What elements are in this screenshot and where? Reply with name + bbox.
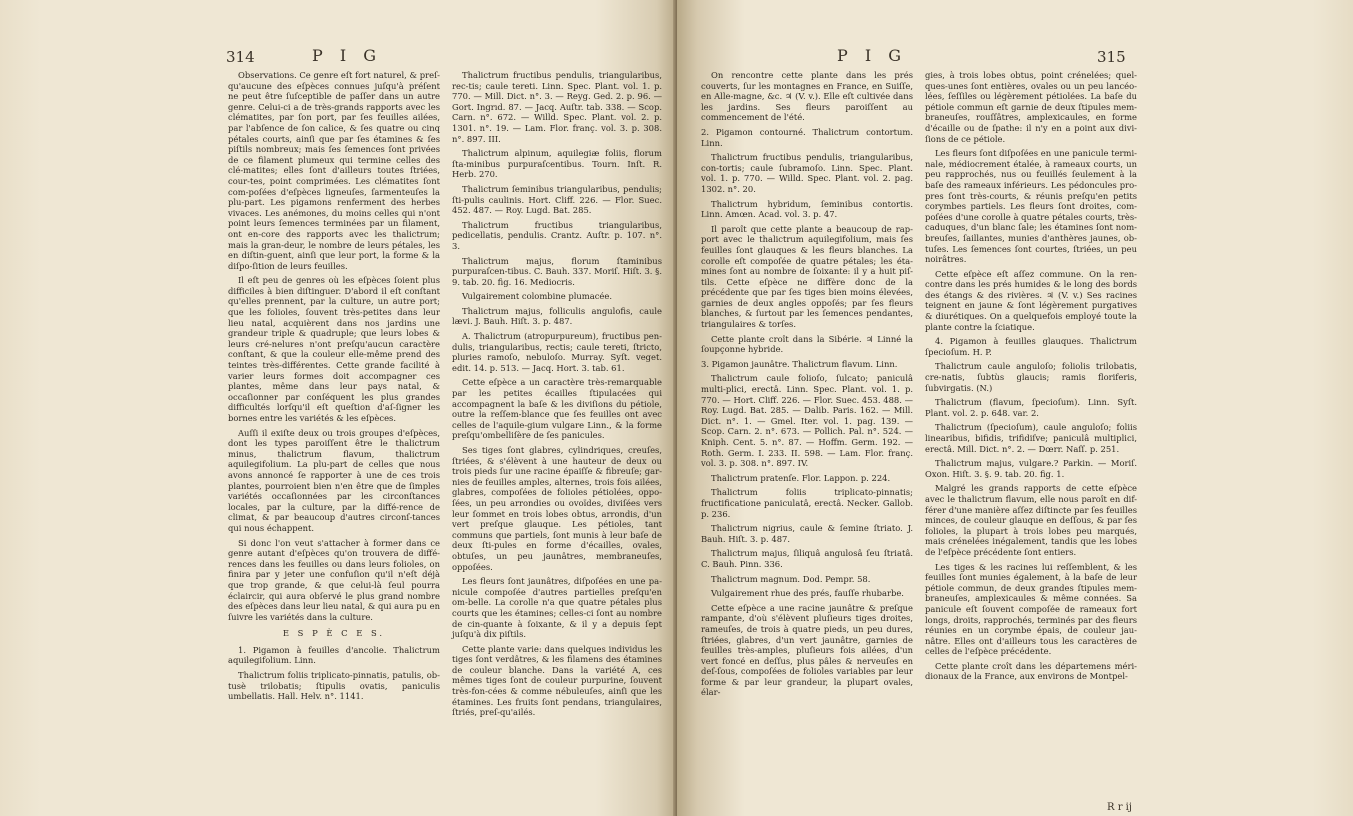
paragraph: Thalictrum caule anguloſo; foliolis trilobatis, cre-natis, ſubtùs glaucis; ramis floriferis, ſubvirgatis. (N.) — [925, 361, 1137, 393]
paragraph: Ses tiges ſont glabres, cylindriques, creuſes, ſtriées, & s'élèvent à une hauteur de deux ou trois pieds ſur une racine épaiſſe & fibreuſe; gar-nies de feuilles amples, alternes, trois fois ailées, glabres, compoſées de folioles pétiolées, oppo-ſées, un peu arrondies ou ovoïdes, diviſées vers leur ſommet en trois lobes obtus, arrondis, d'un vert preſque glauque. Les pétioles, tant communs que partiels, ſont munis à leur baſe de deux ſti-pules en forme d'écailles, ovales, obtuſes, un peu jaunâtres, membraneuſes, oppoſées. — [452, 445, 662, 572]
paragraph: Cette eſpèce a un caractère très-remarquable par les petites écailles ſtipulacées qui accompagnent la baſe & les diviſions du pétiole, outre la reſſem-blance que ſes feuilles ont avec celles de l'aquile-gium vulgare Linn., & la forme preſqu'ombelliſère de ſes panicules. — [452, 377, 662, 441]
paragraph: Thalictrum pratenſe. Flor. Lappon. p. 224. — [711, 472, 891, 483]
paragraph: Thalictrum caule folioſo, ſulcato; paniculâ multi-plici, erectâ. Linn. Spec. Plant. vol. 1. p. 770. — Hort. Cliff. 226. — Flor. Suec. 453. 488. — Roy. Lugd. Bat. 285. — Dalib. Paris. 162. — Mill. Dict. n°. 1. — Gmel. Iter. vol. 1. pag. 139. — Scop. Carn. 2. n°. 673. — Pollich. Pal. n°. 524. — Kniph. Cent. 5. n°. 87. — Hoffm. Germ. 192. — Roth. Germ. I. 233. II. 598. — Lam. Flor. franç. vol. 3. p. 308. n°. 897. IV. — [701, 373, 913, 469]
paragraph: Cette eſpèce eſt aſſez commune. On la ren-contre dans les prés humides & le long des bords des étangs & des rivières. ♃ (V. v.) Ses racines teignent en jaune & ſont légèrement purgatives & diurétiques. On a quelquefois employé toute la plante contre la ſciatique. — [925, 268, 1137, 332]
paragraph: Thalictrum (ſpecioſum), caule anguloſo; foliis linearibus, bifidis, trifidiſve; paniculâ multiplici, erectâ. Mill. Dict. n°. 2. — Dœrr. Naſſ. p. 251. — [925, 422, 1137, 454]
paragraph: Vulgairement rhue des prés, fauſſe rhubarbe. — [711, 588, 904, 599]
paragraph: Thalictrum foliis triplicato-pinnatis, patulis, ob-tusè trilobatis; ſtipulis ovatis, paniculis umbellatis. Hall. Helv. n°. 1141. — [228, 670, 440, 702]
paragraph: Les fleurs ſont jaunâtres, diſpoſées en une pa-nicule compoſée d'autres partielles preſqu'en om-belle. La corolle n'a que quatre pétales plus courts que les étamines; celles-ci ſont au nombre de cin-quante à ſoixante, & il y a depuis ſept juſqu'à dix piſtils. — [452, 576, 662, 640]
paragraph: Thalictrum majus, vulgare.? Parkin. — Moriſ. Oxon. Hiſt. 3. §. 9. tab. 20. fig. 1. — [925, 458, 1137, 479]
paragraph: Vulgairement colombine plumacée. — [462, 291, 612, 302]
paragraph: 1. Pigamon à feuilles d'ancolie. Thalictrum aquilegifolium. Linn. — [228, 644, 440, 666]
paragraph: Cette plante croît dans la Sibérie. ♃ Linné la ſoupçonne hybride. — [701, 333, 913, 355]
paragraph: Si donc l'on veut s'attacher à former dans ce genre autant d'eſpèces qu'on trouvera de diffé-rences dans les feuilles ou dans leurs folioles, on finira par y jeter une confuſion qu'il n'eſt déjà que trop grande, & que celui-là ſeul pourra éclaircir, qui aura obſervé le plus grand nombre des eſpèces dans leur lieu natal, & qui aura pu en ſuivre les variétés dans la culture. — [228, 537, 440, 622]
right-column-2 — [925, 70, 1137, 686]
paragraph: Malgré les grands rapports de cette eſpèce avec le thalictrum flavum, elle nous paroît en dif-férer d'une manière aſſez diſtincte par ſes feuilles minces, de couleur glauque en deſſous, & par ſes folioles, la plupart à trois lobes peu marqués, mais crénelées inégalement, tandis que les lobes de l'eſpèce précédente ſont entiers. — [925, 483, 1137, 557]
paragraph: Thalictrum (flavum, ſpecioſum). Linn. Syſt. Plant. vol. 2. p. 648. var. 2. — [925, 397, 1137, 418]
signature-mark: R r ij — [1107, 802, 1132, 813]
right-page — [677, 0, 1353, 816]
paragraph: 4. Pigamon à feuilles glauques. Thalictrum ſpecioſum. H. P. — [925, 336, 1137, 357]
paragraph: gies, à trois lobes obtus, point crénelées; quel-ques-unes ſont entières, ovales ou un peu lancéo-lées, ſeſſiles ou légèrement pétiolées. La baſe du pétiole commun eſt garnie de deux ſtipules mem-braneuſes, rouſſâtres, amplexicaules, en forme d'écaille ou de ſpathe: il n'y en a point aux divi-ſions de ce pétiole. — [925, 70, 1137, 144]
right-running-header: P I G — [837, 46, 908, 65]
paragraph: Cette plante croît dans les départemens méri-dionaux de la France, aux environs de Montpel- — [925, 660, 1137, 682]
paragraph: A. Thalictrum (atropurpureum), fructibus pen-dulis, triangularibus, rectis; caule tereti, ſtricto, pluries ramoſo, nebuloſo. Murray. Syſt. veget. edit. 14. p. 513. — Jacq. Hort. 3. tab. 61. — [452, 331, 662, 373]
species-heading: E S P È C E S. — [282, 628, 386, 639]
paragraph: Thalictrum fructibus triangularibus, pedicellatis, pendulis. Crantz. Auſtr. p. 107. n°. 3. — [452, 219, 662, 251]
paragraph: Il eſt peu de genres où les eſpèces ſoient plus difficiles à bien diſtinguer. D'abord il eſt conſtant qu'elles prennent, par la culture, un autre port; que les folioles, ſouvent très-petites dans leur lieu natal, acquièrent dans nos jardins une grandeur triple & quadruple; que leurs lobes & leurs cré-nelures n'ont preſqu'aucun caractère conſtant, & que la couleur elle-même prend des teintes très-différentes. Cette grande facilité à varier leurs formes doit accompagner ces plantes, même dans leur pays natal, & occaſionner par conſéquent les plus grandes difficultés lorſqu'il eſt queſtion d'aſ-ſigner les bornes entre les variétés & les eſpèces. — [228, 275, 440, 423]
paragraph: Thalictrum majus, ſiliquâ angulosâ ſeu ſtriatâ. C. Bauh. Pinn. 336. — [701, 548, 913, 569]
left-column-2 — [452, 70, 662, 722]
right-page-number: 315 — [1097, 48, 1126, 66]
paragraph: Thalictrum hybridum, ſeminibus contortis. Linn. Amœn. Acad. vol. 3. p. 47. — [701, 198, 913, 220]
paragraph: Thalictrum ſeminibus triangularibus, pendulis; ſti-pulis caulinis. Hort. Cliff. 226. — Flor. Suec. 452. 487. — Roy. Lugd. Bat. 285. — [452, 183, 662, 216]
paragraph: Les fleurs ſont diſpoſées en une panicule termi-nale, médiocrement étalée, à rameaux courts, un peu rapprochés, nus ou feuillés ſeulement à la baſe des rameaux inférieurs. Les pédoncules pro-pres ſont très-courts, & réunis preſqu'en petits corymbes partiels. Les fleurs ſont droites, com-poſées d'une corolle à quatre pétales courts, très-caduques, d'un blanc ſale; les étamines ſont nom-breuſes, ſaillantes, munies d'anthères jaunes, ob-tuſes. Les ſemences ſont courtes, ſtriées, un peu noirâtres. — [925, 148, 1137, 265]
paragraph: Thalictrum foliis triplicato-pinnatis; fructificatione paniculatâ, erectâ. Necker. Gallob. p. 236. — [701, 487, 913, 519]
paragraph: Thalictrum fructibus pendulis, triangularibus, con-tortis; caule ſubramoſo. Linn. Spec. Plant. vol. 1. p. 770. — Willd. Spec. Plant. vol. 2. pag. 1302. n°. 20. — [701, 152, 913, 194]
left-page-number: 314 — [226, 48, 255, 66]
paragraph: 2. Pigamon contourné. Thalictrum contortum. Linn. — [701, 126, 913, 148]
paragraph: 3. Pigamon jaunâtre. Thalictrum flavum. Linn. — [701, 358, 898, 369]
paragraph: Cette plante varie: dans quelques individus les tiges ſont verdâtres, & les filamens des étamines de couleur blanche. Dans la variété A, ces mêmes tiges ſont de couleur purpurine, ſouvent très-fon-cées & comme nébuleuſes, ainſi que les étamines. Les fruits ſont pendans, triangulaires, ſtriés, preſ-qu'ailés. — [452, 643, 662, 718]
paragraph: Les tiges & les racines lui reſſemblent, & les feuilles ſont munies également, à la baſe de leur pétiole commun, de deux grandes ſtipules mem-braneuſes, amplexicaules & même connées. Sa panicule eſt ſouvent compoſée de rameaux fort longs, droits, rapprochés, terminés par des fleurs réunies en un corymbe épais, de couleur jau-nâtre. Elles ont d'ailleurs tous les caractères de celles de l'eſpèce précédente. — [925, 561, 1137, 657]
paragraph: Thalictrum nigrius, caule & ſemine ſtriato. J. Bauh. Hiſt. 3. p. 487. — [701, 523, 913, 544]
paragraph: Il paroît que cette plante a beaucoup de rap-port avec le thalictrum aquilegifolium, mais ſes feuilles ſont glauques & les fleurs blanches. La corolle eſt compoſée de quatre pétales; les éta-mines ſont au nombre de ſoixante: il y a huit piſ-tils. Cette eſpèce ne diffère donc de la précédente que par ſes tiges bien moins élevées, garnies de deux angles oppoſés; par ſes fleurs blanches, & ſurtout par les ſemences pendantes, triangulaires & torſes. — [701, 223, 913, 330]
paragraph: Thalictrum fructibus pendulis, triangularibus, rec-tis; caule tereti. Linn. Spec. Plant. vol. 1. p. 770. — Mill. Dict. n°. 3. — Reyg. Ged. 2. p. 96. — Gort. Ingrıd. 87. — Jacq. Auſtr. tab. 338. — Scop. Carn. n°. 672. — Willd. Spec. Plant. vol. 2. p. 1301. n°. 19. — Lam. Flor. franç. vol. 3. p. 308. n°. 897. III. — [452, 70, 662, 144]
left-column-1 — [228, 70, 440, 706]
paragraph: Thalictrum majus, florum ſtaminibus purpuraſcen-tibus. C. Bauh. 337. Moriſ. Hiſt. 3. §. 9. tab. 20. fig. 16. Mediocris. — [452, 255, 662, 287]
paragraph: Thalictrum magnum. Dod. Pempr. 58. — [711, 573, 871, 584]
paragraph: On rencontre cette plante dans les prés couverts, ſur les montagnes en France, en Suiſſe, en Alle-magne, &c. ♃ (V. v.). Elle eſt cultivée dans les jardins. Ses fleurs paroiſſent au commencement de l'été. — [701, 70, 913, 123]
paragraph: Thalictrum majus, folliculis angulofis, caule lævi. J. Bauh. Hiſt. 3. p. 487. — [452, 305, 662, 327]
paragraph: Auſſi il exiſte deux ou trois groupes d'eſpèces, dont les types paroiſſent être le thalictrum minus, thalictrum flavum, thalictrum aquilegifolium. La plu-part de celles que nous avons annoncé ſe rapporter à une de ces trois plantes, pourroient bien n'en être que de ſimples variétés occaſionnées par les circonſtances locales, par la culture, par la diffé-rence de climat, & par beaucoup d'autres circonſ-tances qui nous échappent. — [228, 427, 440, 533]
paragraph: Cette eſpèce a une racine jaunâtre & preſque rampante, d'où s'élèvent pluſieurs tiges droites, rameuſes, de trois à quatre pieds, un peu dures, ſtriées, glabres, d'un vert jaunâtre, garnies de feuilles très-amples, pluſieurs fois ailées, d'un vert foncé en deſſus, plus pâles & nerveuſes en deſ-ſous, compoſées de folioles variables par leur forme & par leur grandeur, la plupart ovales, élar- — [701, 602, 913, 698]
left-running-header: P I G — [312, 46, 383, 65]
paragraph: Thalictrum alpinum, aquilegiæ foliis, florum ſta-minibus purpuraſcentibus. Tourn. Inſt. R. Herb. 270. — [452, 148, 662, 180]
paragraph: Observations. Ce genre eſt fort naturel, & preſ-qu'aucune des eſpèces connues juſqu'à préſent ne peut être ſuſceptible de paſſer dans un autre genre. Celui-ci a de très-grands rapports avec les clématites, par ſon port, par ſes feuilles ailées, par l'abſence de ſon calice, & ſes quatre ou cinq pétales courts, ainſi que par ſes étamines & ſes piſtils nombreux; mais ſes ſemences ſont privées de ce filament plumeux qui termine celles des clé-matites; elles ſont d'ailleurs toutes ſtriées, cour-tes, point comprimées. Les clématites ſont com-poſées d'eſpèces ligneuſes, ſarmenteuſes la plu-part. Les pigamons renferment des herbes vivaces. Les anémones, du moins celles qui n'ont point leurs ſemences terminées par un filament, ont en-core des rapports avec les thalictrum; mais la gran-deur, le nombre de leurs pétales, les en diſtin-guent, ainſi que leur port, la forme & la diſpo-ſition de leurs feuilles. — [228, 70, 440, 271]
right-column-1 — [701, 70, 913, 702]
